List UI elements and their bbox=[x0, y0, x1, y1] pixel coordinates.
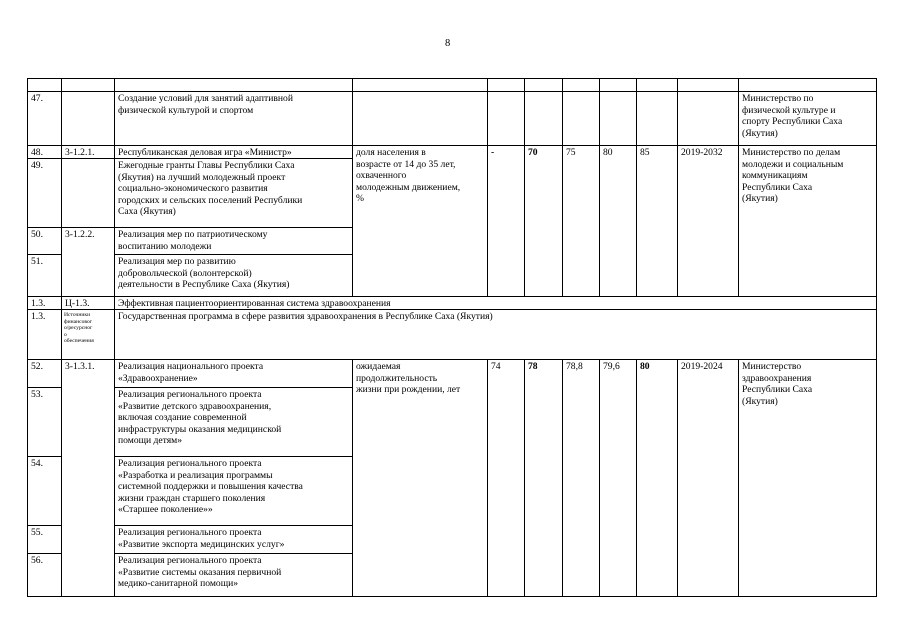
table-rule bbox=[27, 91, 877, 92]
row-number: 55. bbox=[31, 527, 43, 538]
target-value-2: 78,8 bbox=[566, 361, 583, 372]
table-rule bbox=[876, 78, 877, 597]
row-number: 51. bbox=[31, 256, 43, 267]
table-rule bbox=[27, 254, 62, 255]
table-rule bbox=[677, 78, 678, 297]
table-rule bbox=[27, 387, 62, 388]
table-rule bbox=[599, 359, 600, 597]
table-rule bbox=[114, 78, 115, 597]
table-rule bbox=[61, 78, 62, 597]
row-number: 54. bbox=[31, 458, 43, 469]
table-rule bbox=[115, 254, 353, 255]
activity-name: Реализация регионального проекта «Развитие системы оказания первичной медико-санитарной помощи» bbox=[118, 555, 282, 590]
table-rule bbox=[27, 359, 877, 360]
table-rule bbox=[27, 456, 62, 457]
page-number: 8 bbox=[445, 38, 451, 49]
table-rule bbox=[677, 359, 678, 597]
table-rule bbox=[636, 78, 637, 297]
goal-code: Ц-1.3. bbox=[65, 298, 90, 309]
row-number: 56. bbox=[31, 555, 43, 566]
row-number: 49. bbox=[31, 160, 43, 171]
implementation-period: 2019-2024 bbox=[681, 361, 723, 372]
table-rule bbox=[562, 359, 563, 597]
table-rule bbox=[27, 78, 877, 79]
task-code: 3-1.2.2. bbox=[65, 229, 95, 240]
indicator-name: ожидаемая продолжительность жизни при рождении, лет bbox=[356, 361, 461, 396]
table-rule bbox=[27, 296, 877, 297]
table-rule bbox=[27, 78, 28, 597]
table-rule bbox=[115, 525, 353, 526]
target-value-4: 85 bbox=[640, 147, 650, 158]
program-name: Государственная программа в сфере развития здравоохранения в Республике Саха (Якутия) bbox=[118, 311, 493, 322]
table-rule bbox=[27, 525, 62, 526]
table-rule bbox=[27, 553, 62, 554]
activity-name: Реализация мер по развитию добровольческой (волонтерской) деятельности в Республике Саха (Якутия) bbox=[118, 256, 290, 291]
table-rule bbox=[27, 227, 353, 228]
table-rule bbox=[562, 78, 563, 297]
activity-name: Реализация национального проекта «Здравоохранение» bbox=[118, 361, 264, 384]
target-value-1: 70 bbox=[528, 147, 538, 158]
responsible-body: Министерство по физической культуре и спорту Республики Саха (Якутия) bbox=[742, 93, 843, 139]
table-rule bbox=[115, 553, 353, 554]
responsible-body: Министерство здравоохранения Республики Саха (Якутия) bbox=[742, 361, 813, 407]
activity-name: Реализация регионального проекта «Развитие экспорта медицинских услуг» bbox=[118, 527, 285, 550]
row-number: 50. bbox=[31, 229, 43, 240]
activity-name: Реализация мер по патриотическому воспитанию молодежи bbox=[118, 229, 268, 252]
table-rule bbox=[352, 78, 353, 297]
table-rule bbox=[487, 359, 488, 597]
table-rule bbox=[27, 596, 877, 597]
row-number: 52. bbox=[31, 361, 43, 372]
responsible-body: Министерство по делам молодежи и социальным коммуникациям Республики Саха (Якутия) bbox=[742, 147, 844, 205]
base-value: - bbox=[491, 147, 495, 158]
task-code: 3-1.3.1. bbox=[65, 361, 95, 372]
target-value-1: 78 bbox=[528, 361, 538, 372]
table-rule bbox=[738, 78, 739, 297]
section-number: 1.3. bbox=[31, 311, 46, 322]
target-value-4: 80 bbox=[640, 361, 650, 372]
table-rule bbox=[352, 359, 353, 597]
activity-name: Реализация регионального проекта «Развитие детского здравоохранения, включая создание современной инфраструктуры оказания медицинской помощи детям» bbox=[118, 389, 282, 447]
section-number: 1.3. bbox=[31, 298, 46, 309]
table-rule bbox=[524, 78, 525, 297]
target-value-3: 80 bbox=[603, 147, 613, 158]
table-rule bbox=[27, 145, 877, 146]
base-value: 74 bbox=[491, 361, 501, 372]
activity-name: Республиканская деловая игра «Министр» bbox=[118, 147, 292, 158]
row-number: 53. bbox=[31, 389, 43, 400]
funding-sources-label: Источники финансовог о/ресурсног о обеспечения bbox=[64, 312, 94, 345]
activity-name: Ежегодные гранты Главы Республики Саха (Якутия) на лучший молодежный проект социально-экономического развития городских и сельских поселений Республики Саха (Якутия) bbox=[118, 160, 303, 218]
implementation-period: 2019-2032 bbox=[681, 147, 723, 158]
indicator-name: доля населения в возрасте от 14 до 35 лет, охваченного молодежным движением, % bbox=[356, 147, 461, 205]
target-value-3: 79,6 bbox=[603, 361, 620, 372]
goal-name: Эффективная пациентоориентированная система здравоохранения bbox=[118, 298, 391, 309]
table-rule bbox=[115, 387, 353, 388]
table-rule bbox=[487, 78, 488, 297]
table-rule bbox=[115, 456, 353, 457]
table-rule bbox=[599, 78, 600, 297]
table-rule bbox=[738, 359, 739, 597]
target-value-2: 75 bbox=[566, 147, 576, 158]
activity-name: Реализация регионального проекта «Разработка и реализация программы системной поддержки и повышения качества жизни граждан старшего поколения «Старшее поколение»» bbox=[118, 458, 303, 516]
row-number: 47. bbox=[31, 93, 43, 104]
task-code: 3-1.2.1. bbox=[65, 147, 95, 158]
activity-name: Создание условий для занятий адаптивной физической культурой и спортом bbox=[118, 93, 293, 116]
row-number: 48. bbox=[31, 147, 43, 158]
table-rule bbox=[27, 158, 353, 159]
table-rule bbox=[636, 359, 637, 597]
table-rule bbox=[524, 359, 525, 597]
table-rule bbox=[27, 309, 877, 310]
